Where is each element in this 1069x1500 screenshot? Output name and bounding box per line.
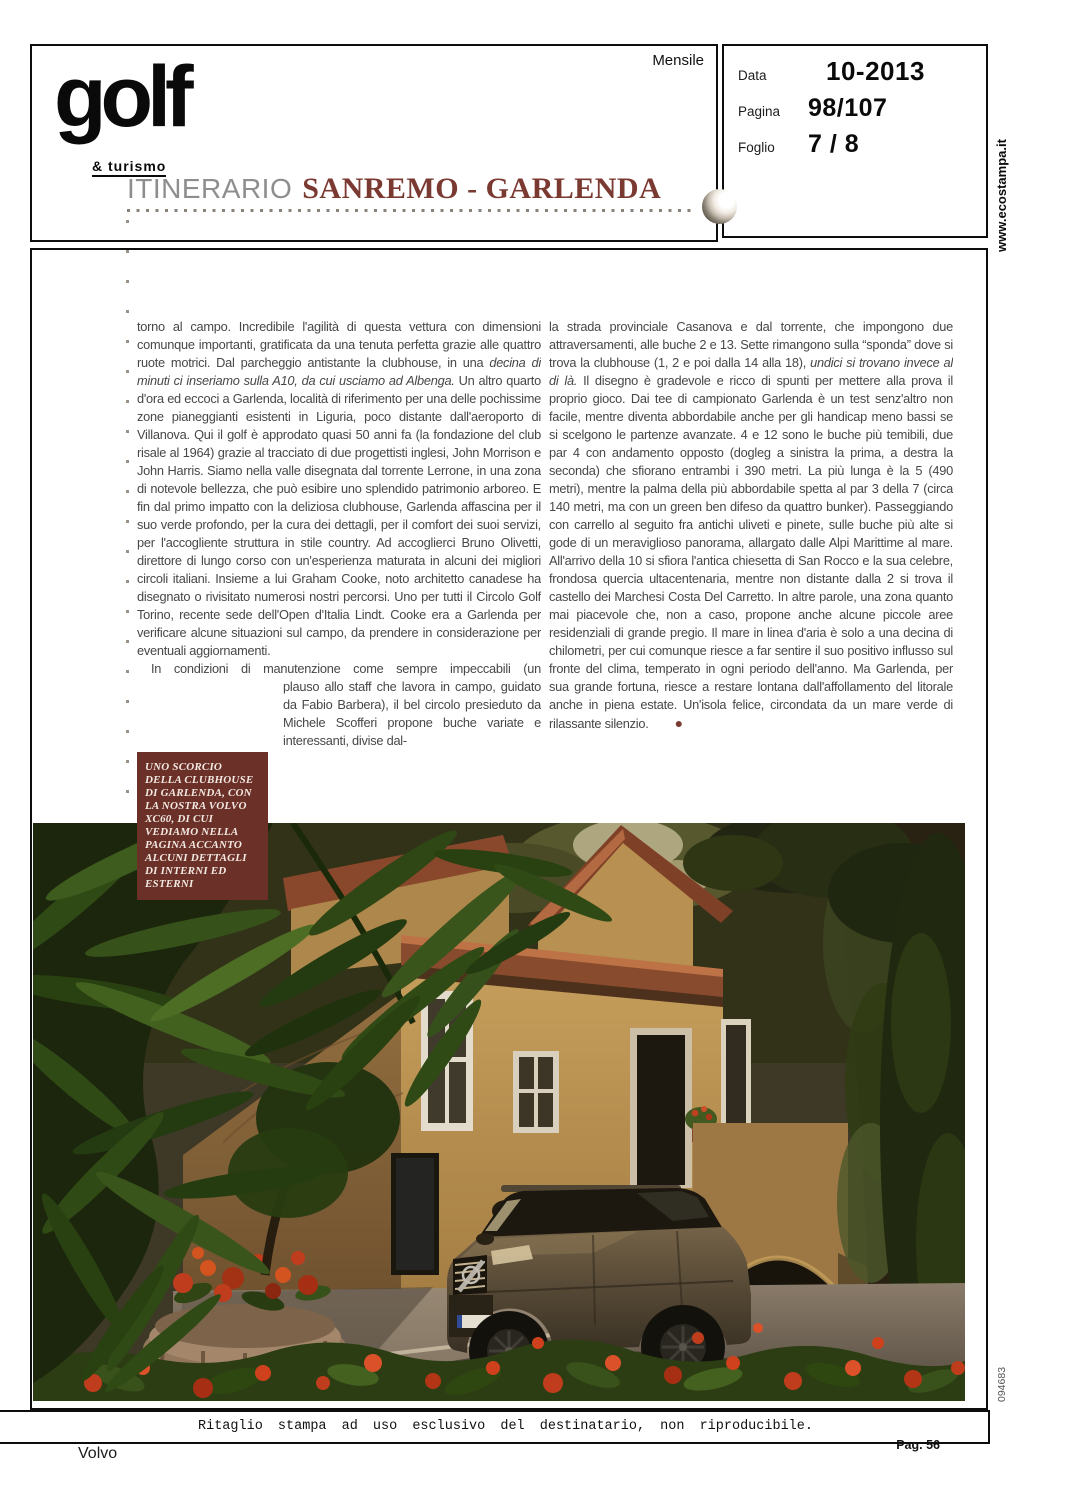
data-row-page — [738, 94, 986, 123]
data-label: Pagina — [738, 104, 781, 119]
data-row-sheet — [738, 130, 986, 159]
ecostampa-url-vertical: www.ecostampa.it — [994, 139, 1009, 252]
data-row-date — [738, 56, 986, 87]
article-paragraph-intro: In condizioni di manutenzione come sempre impeccabili (un — [151, 661, 541, 676]
article-kicker: ITINERARIO — [127, 173, 293, 204]
moon-ball-icon — [702, 189, 737, 224]
article-paragraph: la strada provinciale Casanova e dal torrente, che impongono due attraversamenti, alle buche 2 e 13. Sette rimangono sulla “sponda” dove si trova la clubhouse (1, 2 e poi dalla 14 alla 18), undici si trovano invece al di là. Il disegno è gradevole e ricco di spunti per mettere alla prova il proprio gioco. Dai tee di campionato Garlenda è un test senz'altro non facile, mentre diventa abbordabile anche per gli handicap meno bassi se si scelgono le partenze avanzate. 4 e 12 sono le buche più temibili, due par 4 con andamento opposto (dogleg a sinistra la prima, a destra la seconda) che sfiorano entrambi i 390 metri. La più lunga è la 5 (490 metri), mentre la palma della più abbordabile spetta al par 3 della 7 (circa 140 metri, ma con un green ben difeso da quattro bunker). Passeggiando con carrello al seguito fra antichi uliveti e pinete, sulle buche più alte si gode di un meraviglioso panorama, allargato dalle Alpi Marittime al mare. All'arrivo della 10 si sfiora l'antica chiesetta di San Rocco e la sua celebre, frondosa quercia ultacentenaria, mentre non distante dalla 2 si trova il castello dei Marchesi Costa Del Carretto. In altre parole, una zona quanto mai piacevole che, non a caso, propone anche alcune piccole aree residenziali di grande pregio. Il mare in linea d'aria è solo a una decina di chilometri, per cui comunque riesce a far sentire il suo positivo influsso sul fronte del clima, temperato in ogni periodo dell'anno. Ma Garlenda, per sua grande fortuna, riesce a restare lontana dall'affollamento del litorale anche in piena estate. Un'isola felice, circondata da un mare verde di rilassante silenzio. ● — [549, 319, 953, 731]
footer-disclaimer-strip — [0, 1410, 990, 1444]
data-value: 98/107 — [808, 94, 888, 122]
article-heading — [127, 172, 661, 206]
data-value: 7 / 8 — [808, 130, 860, 158]
data-label: Data — [738, 68, 767, 83]
article-column-right — [549, 318, 953, 818]
clipping-data-box — [722, 44, 988, 238]
article-title: SANREMO - GARLENDA — [302, 172, 662, 205]
brand-name: Volvo — [78, 1445, 118, 1462]
footer-disclaimer: Ritaglio stampa ad uso esclusivo del destinatario, non riproducibile. — [198, 1419, 813, 1434]
clubhouse-photo-illustration — [33, 823, 965, 1401]
data-value: 10-2013 — [826, 56, 925, 86]
data-label: Foglio — [738, 140, 775, 155]
end-of-article-mark: ● — [674, 715, 684, 731]
magazine-logo: golf — [54, 49, 188, 145]
magazine-logo-subtitle: & turismo — [92, 158, 166, 177]
masthead-logo-box — [30, 44, 718, 242]
dotted-rule-vertical — [126, 220, 129, 808]
article-column-left — [137, 318, 541, 818]
clipping-code-vertical: 094683 — [996, 1366, 1008, 1402]
photo-caption: UNO SCORCIO DELLA CLUBHOUSE DI GARLENDA, CON LA NOSTRA VOLVO XC60, DI CUI VEDIAMO NELLA PAGINA ACCANTO ALCUNI DETTAGLI DI INTERNI ED ESTERNI — [145, 761, 254, 890]
article-paragraph: torno al campo. Incredibile l'agilità di questa vettura con dimensioni comunque importanti, gratificata da una tenuta perfetta grazie alle quattro ruote motrici. Dal parcheggio antistante la clubhouse, in una decina di minuti ci inseriamo sulla A10, da cui usciamo ad Albenga. Un altro quarto d'ora ed eccoci a Garlenda, località di riferimento per una delle pochissime zone pianeggianti esistenti in Liguria, poco distante dall'aeroporto di Villanova. Qui il golf è approdato quasi 50 anni fa (la fondazione del club risale al 1964) grazie al tracciato di due progettisti inglesi, John Morrison e John Harris. Siamo nella valle disegnata dal torrente Lerrone, in una zona di notevole bellezza, che può esibire uno splendido patrimonio arboreo. E fin dal primo impatto con la deliziosa clubhouse, Garlenda affascina per il suo verde profondo, per la cura dei dettagli, per il comfort dei suoi servizi, per l'accogliente struttura in stile country. Ad accoglierci Bruno Olivetti, direttore di lungo corso con un'esperienza maturata in alcuni dei migliori circoli italiani. Insieme a lui Graham Cooke, noto architetto canadese ha disegnato o rivisitato numerosi nostri percorsi. Uno per tutti il Circolo Golf Torino, recente sede dell'Open d'Italia Lindt. Cooke era a Garlenda per verificare alcune situazioni sul campo, da prendere in considerazione per eventuali aggiornamenti. — [137, 319, 541, 658]
photo-caption-box — [137, 752, 268, 900]
page-reference: Pag. 56 — [896, 1438, 940, 1452]
dotted-rule — [127, 209, 697, 212]
frequency-label: Mensile — [652, 52, 704, 69]
article-paragraph-wrapped: plauso allo staff che lavora in campo, guidato da Fabio Barbera), il bel circolo presieduto da Michele Scofferi propone buche variate e interessanti, divise dal- — [283, 679, 541, 748]
clubhouse-photo — [33, 823, 965, 1401]
